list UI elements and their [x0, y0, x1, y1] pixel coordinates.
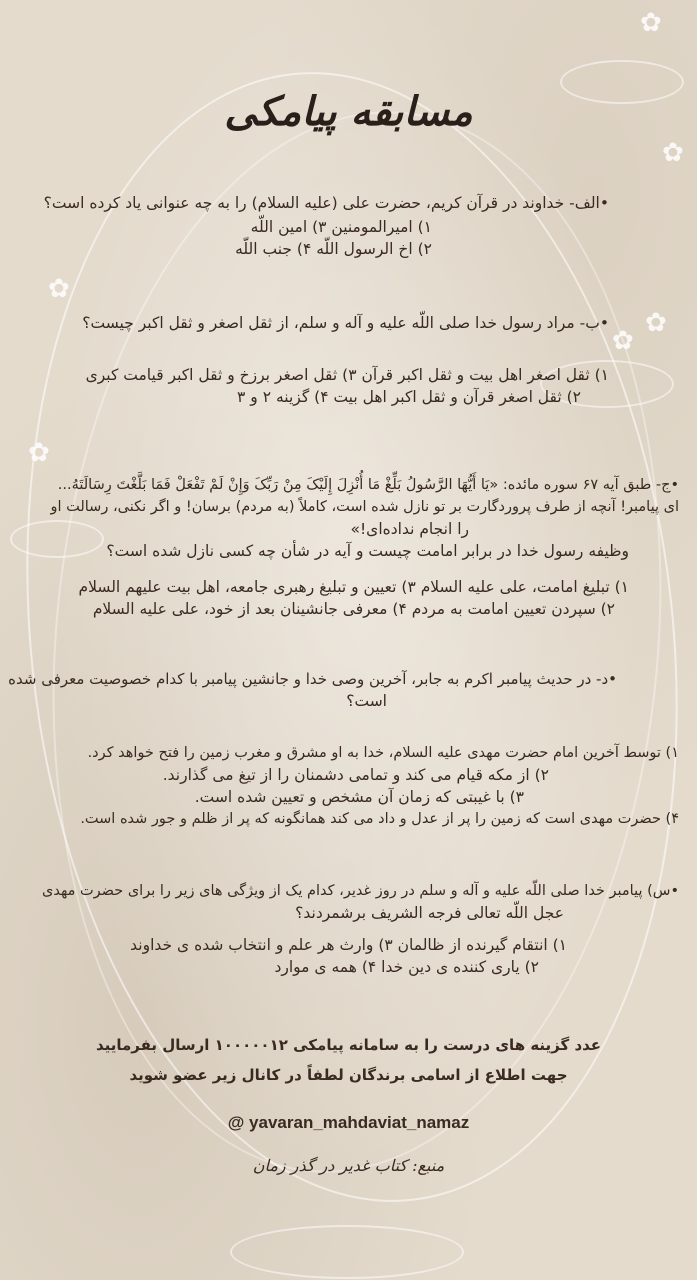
question-sin [14, 880, 679, 924]
question-text: را انجام نداده‌ای!» [350, 520, 469, 538]
flower-icon: ✿ [48, 274, 70, 304]
option-line: ۲) از مکه قیام می کند و تمامی دشمنان را از تیغ می گذارند. [162, 766, 549, 784]
option-line: ۱) تبلیغ امامت، علی علیه السلام ۳) تعیین و تبلیغ رهبری جامعه، اهل بیت علیهم السلام [78, 578, 629, 596]
option-line: ۳) با غیبتی که زمان آن مشخص و تعیین شده است. [194, 788, 524, 806]
option-line: ۱) ثقل اصغر اهل بیت و ثقل اکبر قرآن ۳) ثقل اصغر برزخ و ثقل اکبر قیامت کبری [85, 366, 609, 384]
question-be [49, 312, 609, 334]
question-alef-options [172, 216, 432, 260]
question-text: است؟ [346, 692, 387, 710]
question-jim-options [29, 576, 629, 620]
question-dal-options [14, 742, 679, 830]
flower-icon: ✿ [612, 326, 634, 356]
option-line: ۲) ثقل اصغر قرآن و ثقل اکبر اهل بیت ۴) گزینه ۲ و ۳ [237, 388, 581, 406]
option-line: ۲) یاری کننده ی دین خدا ۴) همه ی موارد [274, 958, 539, 976]
source-note: منبع: کتاب غدیر در گذر زمان [252, 1156, 445, 1175]
question-dal [8, 668, 617, 712]
sms-instructions: عدد گزینه های درست را به سامانه پیامکی ۱۰۰۰۰۰۱۲ ارسال بفرمایید [95, 1036, 602, 1054]
option-line: ۱) امیرالمومنین ۳) امین اللّه [250, 218, 432, 236]
page-title: مسابقه پیامکی [224, 88, 473, 135]
question-text: •الف- خداوند در قرآن کریم، حضرت علی (علیه السلام) را به چه عنوانی یاد کرده است؟ [43, 194, 609, 212]
flower-icon: ✿ [640, 8, 662, 38]
flower-icon: ✿ [645, 308, 667, 338]
channel-handle[interactable]: @ yavaran_mahdaviat_namaz [227, 1113, 470, 1132]
option-line: ۱) انتقام گیرنده از ظالمان ۳) وارث هر علم و انتخاب شده ی خداوند [130, 936, 567, 954]
option-line: ۴) حضرت مهدی است که زمین را پر از عدل و داد می کند همانگونه که پر از ظلم و جور شده است. [80, 811, 679, 827]
question-text: ای پیامبر! آنچه از طرف پروردگارت بر تو نازل شده است، کاملاً (به مردم) برسان! و اگر نکنی، رسالت او [50, 499, 679, 515]
question-text: •ج- طبق آیه ۶۷ سوره مائده: «یَا أَیُّهَا الرَّسُولُ بَلِّغْ مَا أُنْزِلَ إِلَیْکَ مِنْ رَبِّکَ وَإِنْ لَمْ تَفْعَلْ فَمَا بَلَّغْتَ رِسَالَتَهُ... [57, 477, 679, 493]
flower-icon: ✿ [662, 138, 684, 168]
question-be-options [49, 364, 609, 408]
channel-instructions: جهت اطلاع از اسامی برندگان لطفاً در کانال زیر عضو شوید [129, 1066, 568, 1084]
question-alef [43, 192, 609, 214]
question-jim [14, 474, 679, 562]
question-text: •ب- مراد رسول خدا صلی اللّه علیه و آله و سلم، از ثقل اصغر و ثقل اکبر چیست؟ [82, 314, 609, 332]
question-text: •د- در حدیث پیامبر اکرم به جابر، آخرین وصی خدا و جانشین پیامبر با کدام خصوصیت معرفی شده [8, 670, 617, 688]
question-text: وظیفه رسول خدا در برابر امامت چیست و آیه در شأن چه کسی نازل شده است؟ [106, 542, 629, 560]
question-text: •س) پیامبر خدا صلی اللّه علیه و آله و سلم در روز غدیر، کدام یک از ویژگی های زیر را برای حضرت مهدی [42, 883, 679, 899]
flower-icon: ✿ [28, 438, 50, 468]
option-line: ۲) اخ الرسول اللّه ۴) جنب اللّه [235, 240, 432, 258]
question-text: عجل اللّه تعالی فرجه الشریف برشمردند؟ [295, 904, 564, 922]
option-line: ۲) سپردن تعیین امامت به مردم ۴) معرفی جانشینان بعد از خود، علی علیه السلام [92, 600, 615, 618]
question-sin-options [97, 934, 567, 978]
option-line: ۱) توسط آخرین امام حضرت مهدی علیه السلام، خدا به او مشرق و مغرب زمین را فتح خواهد کرد. [87, 745, 679, 761]
